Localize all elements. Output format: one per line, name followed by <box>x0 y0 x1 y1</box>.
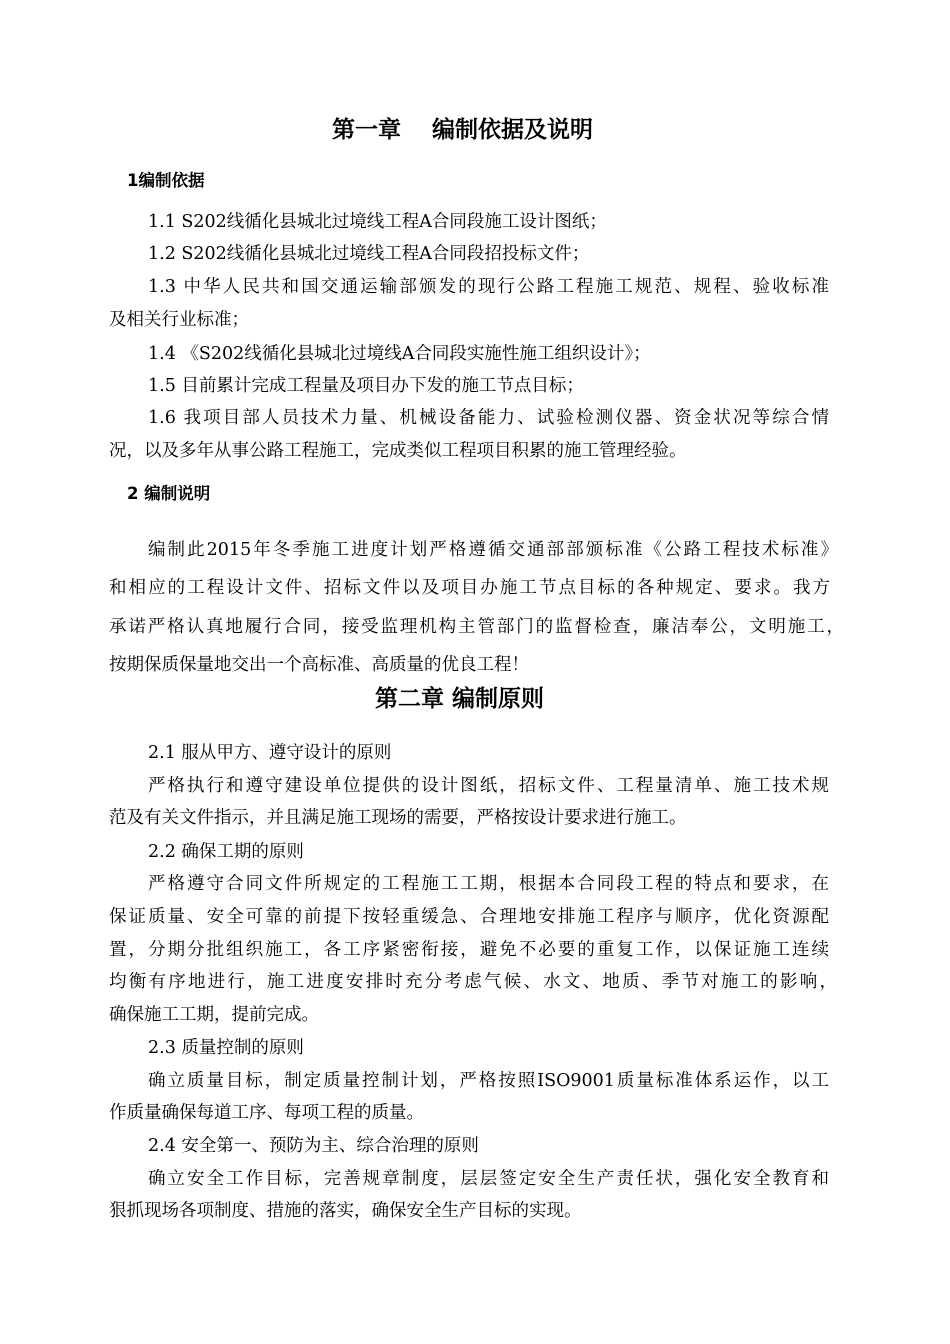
principle-2-2-line-3: 置，分期分批组织施工，各工序紧密衔接，避免不必要的重复工作，以保证施工连续 <box>109 940 829 960</box>
explanation-line-4: 按期保质保量地交出一个高标准、高质量的优良工程！ <box>109 655 529 675</box>
basis-item-1-2: 1.2 S202线循化县城北过境线工程A合同段招投标文件； <box>148 244 590 264</box>
explanation-line-3: 承诺严格认真地履行合同，接受监理机构主管部门的监督检查，廉洁奉公，文明施工， <box>109 617 844 637</box>
principle-2-1-line-2: 范及有关文件指示，并且满足施工现场的需要，严格按设计要求进行施工。 <box>109 808 687 828</box>
basis-item-1-1: 1.1 S202线循化县城北过境线工程A合同段施工设计图纸； <box>148 212 607 232</box>
principle-2-2-heading: 2.2 确保工期的原则 <box>148 842 304 862</box>
basis-item-1-5: 1.5 目前累计完成工程量及项目办下发的施工节点目标； <box>148 376 584 396</box>
principle-2-3-heading: 2.3 质量控制的原则 <box>148 1038 304 1058</box>
explanation-line-1: 编制此2015年冬季施工进度计划严格遵循交通部部颁标准《公路工程技术标准》 <box>148 540 838 560</box>
principle-2-4-line-1: 确立安全工作目标，完善规章制度，层层签定安全生产责任状，强化安全教育和 <box>148 1169 829 1189</box>
chapter-2-title: 第二章 编制原则 <box>375 686 545 712</box>
principle-2-4-heading: 2.4 安全第一、预防为主、综合治理的原则 <box>148 1136 479 1156</box>
section-1-heading: 1编制依据 <box>127 171 205 190</box>
principle-2-2-line-1: 严格遵守合同文件所规定的工程施工工期，根据本合同段工程的特点和要求，在 <box>148 874 829 894</box>
principle-2-4-line-2: 狠抓现场各项制度、措施的落实，确保安全生产目标的实现。 <box>109 1201 582 1221</box>
principle-2-2-line-5: 确保施工工期，提前完成。 <box>109 1005 319 1025</box>
principle-2-3-line-1: 确立质量目标，制定质量控制计划，严格按照ISO9001质量标准体系运作，以工 <box>148 1071 829 1091</box>
basis-item-1-3: 1.3 中华人民共和国交通运输部颁发的现行公路工程施工规范、规程、验收标准 <box>148 277 829 297</box>
principle-2-1-heading: 2.1 服从甲方、遵守设计的原则 <box>148 743 392 763</box>
basis-item-1-4: 1.4 《S202线循化县城北过境线A合同段实施性施工组织设计》； <box>148 344 651 364</box>
basis-item-1-6: 1.6 我项目部人员技术力量、机械设备能力、试验检测仪器、资金状况等综合情 <box>148 408 829 428</box>
principle-2-3-line-2: 作质量确保每道工序、每项工程的质量。 <box>109 1103 424 1123</box>
principle-2-2-line-2: 保证质量、安全可靠的前提下按轻重缓急、合理地安排施工程序与顺序，优化资源配 <box>109 907 829 927</box>
section-2-heading: 2 编制说明 <box>127 484 211 503</box>
chapter-1-title: 第一章 编制依据及说明 <box>332 117 594 143</box>
basis-item-1-3-cont: 及相关行业标准； <box>109 310 249 330</box>
principle-2-1-line-1: 严格执行和遵守建设单位提供的设计图纸，招标文件、工程量清单、施工技术规 <box>148 776 829 796</box>
explanation-line-2: 和相应的工程设计文件、招标文件以及项目办施工节点目标的各种规定、要求。我方 <box>109 578 830 598</box>
principle-2-2-line-4: 均衡有序地进行，施工进度安排时充分考虑气候、水文、地质、季节对施工的影响， <box>109 972 837 992</box>
basis-item-1-6-cont: 况，以及多年从事公路工程施工，完成类似工程项目积累的施工管理经验。 <box>109 441 687 461</box>
